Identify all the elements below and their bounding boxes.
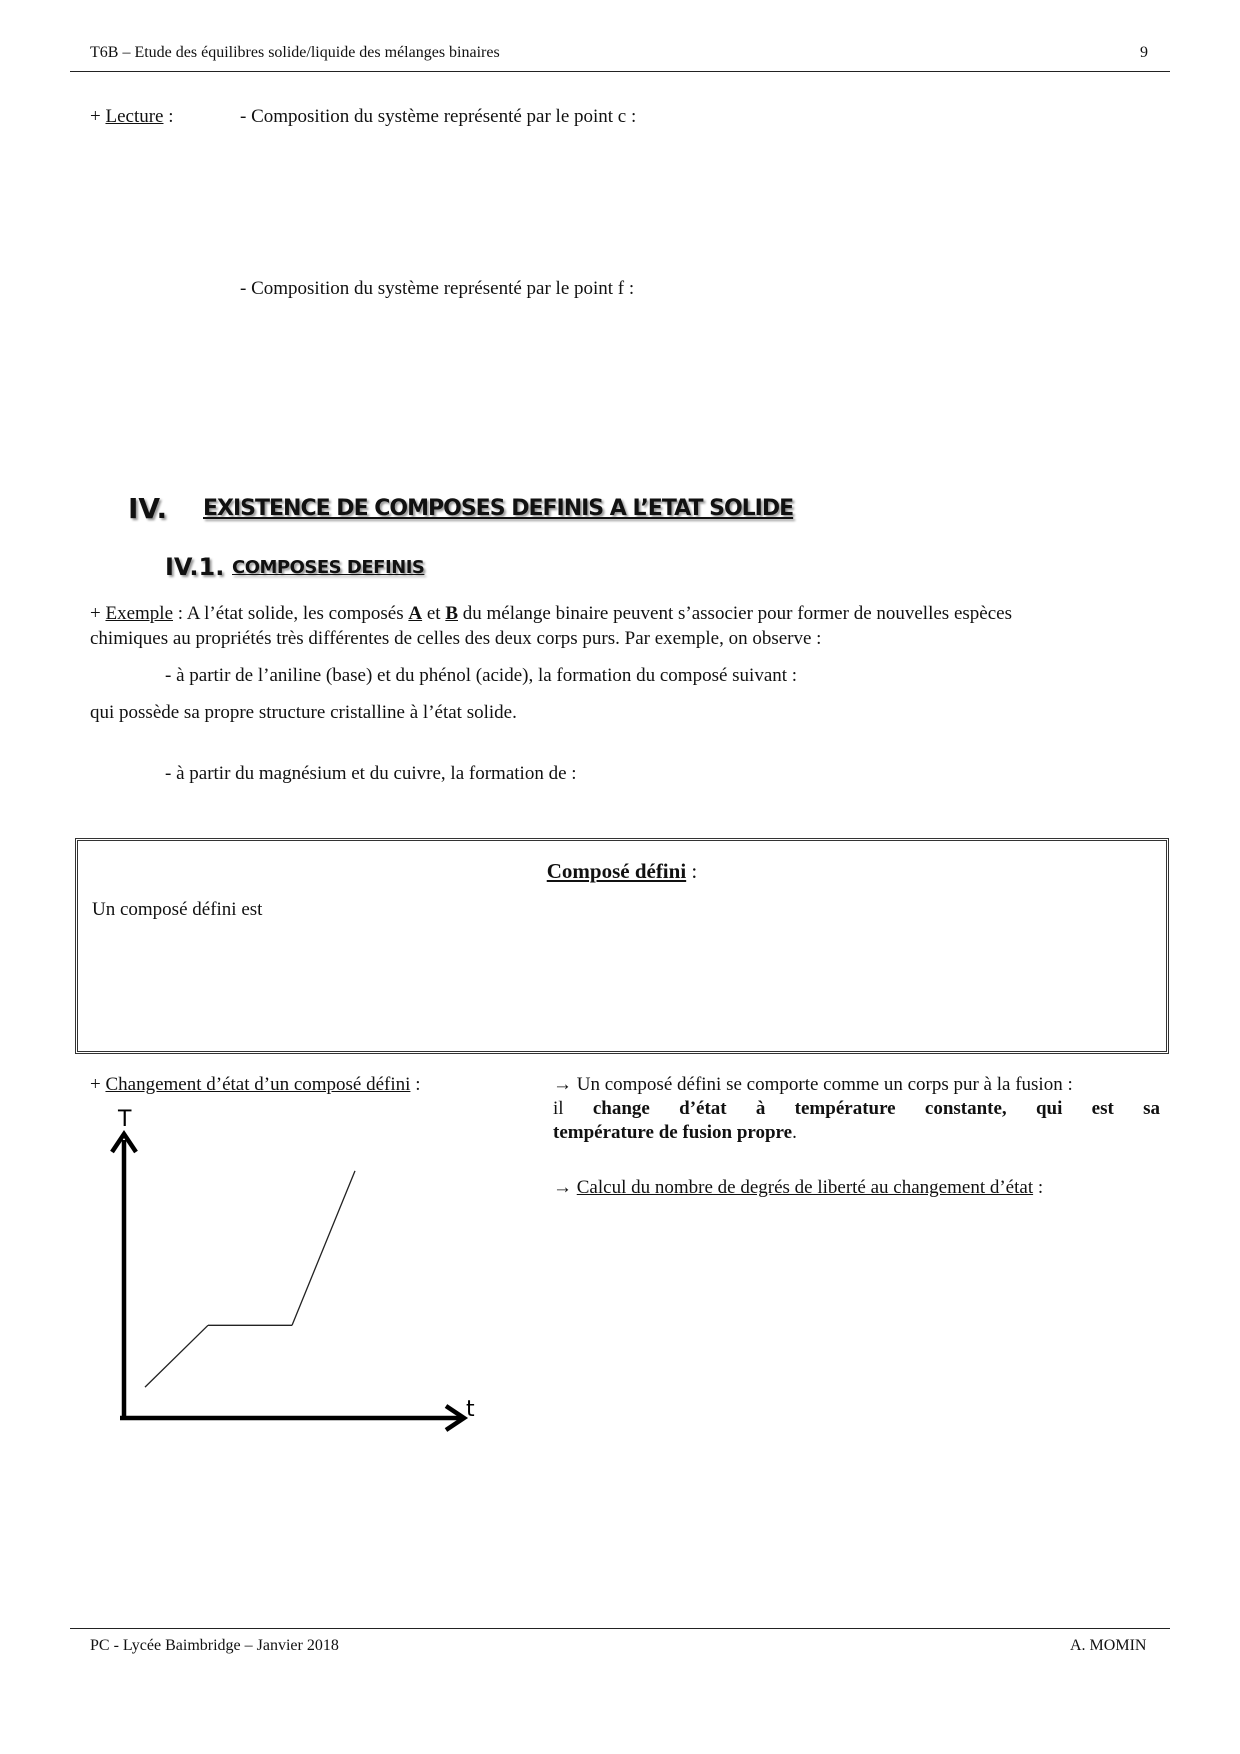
- exemple-line-2: chimiques au propriétés très différentes de celles des deux corps purs. Par exemple, on observe :: [90, 628, 822, 649]
- page-number: 9: [1140, 44, 1148, 61]
- definition-box: [75, 838, 1169, 1054]
- y-axis-label: T: [118, 1107, 132, 1132]
- right-p1-il: il: [553, 1098, 564, 1119]
- definition-text: Un composé défini est: [92, 899, 263, 920]
- right-p1-line2: [553, 1098, 1160, 1120]
- definition-title: Composé défini: [546, 859, 687, 883]
- right-p1-end: .: [792, 1122, 797, 1143]
- compound-a: A: [408, 603, 423, 624]
- right-p1-bold-1: change d’état à température constante, qui est sa: [592, 1098, 1160, 1119]
- exemple-line-1: [90, 603, 1160, 625]
- exemple-et: et: [426, 603, 441, 624]
- definition-colon: :: [691, 859, 698, 883]
- arrow-icon: →: [553, 1074, 572, 1095]
- right-p1-line1: [553, 1074, 1160, 1096]
- series-0-segment-0: [145, 1325, 208, 1387]
- exemple-item-aniline: - à partir de l’aniline (base) et du phénol (acide), la formation du composé suivant :: [165, 665, 798, 686]
- section-4-1-title: COMPOSES DEFINIS: [232, 557, 425, 578]
- section-4-title: EXISTENCE DE COMPOSES DEFINIS A L’ETAT SOLIDE: [203, 496, 794, 521]
- changement-bullet: +: [90, 1074, 101, 1095]
- right-p2-colon: :: [1037, 1177, 1044, 1198]
- lecture-point-f: - Composition du système représenté par le point f :: [240, 278, 635, 299]
- lecture-bullet: +: [90, 106, 101, 127]
- changement-colon: :: [415, 1074, 421, 1095]
- lecture-point-c: - Composition du système représenté par le point c :: [240, 106, 637, 127]
- right-p1-bold-2: température de fusion propre: [553, 1122, 793, 1143]
- footer-rule: [70, 1628, 1170, 1629]
- header-rule: [70, 71, 1170, 72]
- lecture-label: Lecture: [105, 106, 164, 127]
- changement-heading: [90, 1074, 420, 1096]
- right-p1-line3: [553, 1122, 797, 1144]
- section-4-1-number: IV.1.: [165, 553, 225, 581]
- lecture-heading: [90, 106, 174, 128]
- right-p2: [553, 1177, 1043, 1199]
- lecture-colon: :: [168, 106, 174, 127]
- exemple-item-magnesium: - à partir du magnésium et du cuivre, la formation de :: [165, 763, 577, 784]
- exemple-label: Exemple: [105, 603, 173, 624]
- right-p2-label: Calcul du nombre de degrés de liberté au changement d’état: [576, 1177, 1034, 1198]
- temperature-time-chart: [80, 1100, 500, 1450]
- exemple-bullet: +: [90, 603, 101, 624]
- compound-b: B: [445, 603, 458, 624]
- exemple-text-1: : A l’état solide, les composés: [177, 603, 404, 624]
- exemple-item-aniline-followup: qui possède sa propre structure cristalline à l’état solide.: [90, 702, 517, 723]
- section-4-number: IV.: [128, 492, 168, 525]
- footer-right: A. MOMIN: [1070, 1637, 1147, 1654]
- changement-label: Changement d’état d’un composé défini: [105, 1074, 411, 1095]
- arrow-icon: →: [553, 1177, 572, 1198]
- header-title: T6B – Etude des équilibres solide/liquide des mélanges binaires: [90, 44, 500, 61]
- definition-title-line: [78, 859, 1166, 884]
- right-p1-text: Un composé défini se comporte comme un corps pur à la fusion :: [576, 1074, 1073, 1095]
- exemple-text-2: du mélange binaire peuvent s’associer pour former de nouvelles espèces: [462, 603, 1012, 624]
- series-0-segment-2: [292, 1171, 355, 1325]
- footer-left: PC - Lycée Baimbridge – Janvier 2018: [90, 1637, 339, 1654]
- x-axis-label: t: [466, 1397, 475, 1422]
